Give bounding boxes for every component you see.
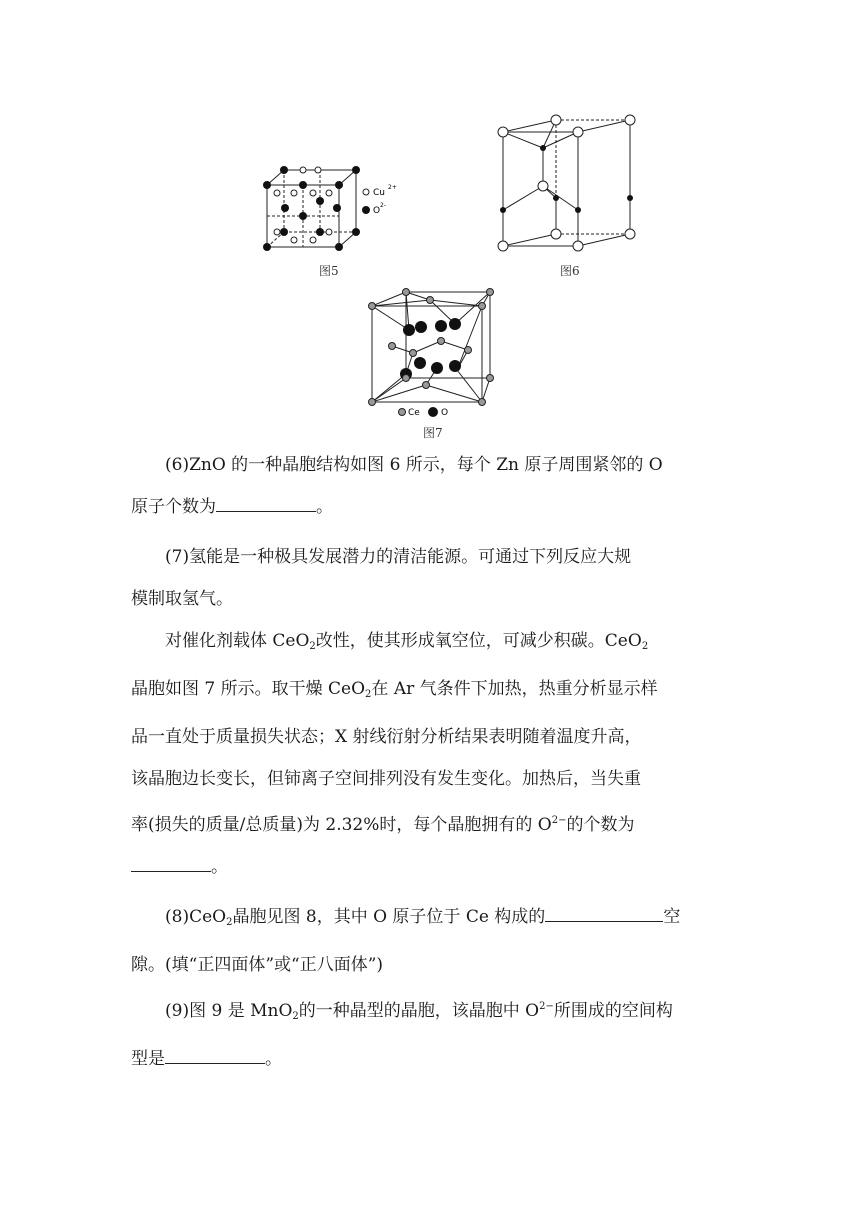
figure-7-crystal xyxy=(362,284,502,424)
q9-text-l1c: 所围成的空间构 xyxy=(553,1001,673,1021)
fig7-o-label: O xyxy=(441,408,449,418)
q9-answer-blank[interactable] xyxy=(165,1045,265,1064)
question-9 xyxy=(131,986,731,1080)
q7-line-2: 模制取氢气。 xyxy=(131,589,233,609)
q8-answer-blank[interactable] xyxy=(545,903,663,922)
subscript: 2 xyxy=(309,641,316,652)
q7-text-l6: 。 xyxy=(211,857,228,877)
figure-6-caption: 图6 xyxy=(560,264,580,278)
q7-line-1: (7)氢能是一种极具发展潜力的清洁能源。可通过下列反应大规 xyxy=(165,547,632,567)
q7-answer-blank[interactable] xyxy=(131,853,211,872)
q6-line-2a: 原子个数为 xyxy=(131,497,216,517)
question-8 xyxy=(131,896,731,986)
q8-text-l2: 隙。(填“正四面体”或“正八面体”) xyxy=(131,955,384,975)
q7-text-l3: 品一直处于质量损失状态；X 射线衍射分析结果表明随着温度升高， xyxy=(131,727,642,747)
figure-5-caption: 图5 xyxy=(319,264,339,278)
subscript: 2 xyxy=(365,689,372,700)
fig5-o-charge: 2- xyxy=(380,202,386,209)
q6-line-1: (6)ZnO 的一种晶胞结构如图 6 所示，每个 Zn 原子周围紧邻的 O xyxy=(165,455,663,475)
q7-text-l4: 该晶胞边长变长，但铈离子空间排列没有发生变化。加热后，当失重 xyxy=(131,769,641,789)
question-7 xyxy=(131,536,731,888)
q9-text-l2a: 型是 xyxy=(131,1049,165,1069)
q9-text-l1b: 的一种晶型的晶胞，该晶胞中 O xyxy=(298,1001,540,1021)
subscript: 2 xyxy=(292,1011,299,1022)
q8-text-l1b: 晶胞见图 8，其中 O 原子位于 Ce 构成的 xyxy=(232,907,546,927)
q7-text-l2a: 晶胞如图 7 所示。取干燥 CeO xyxy=(131,679,366,699)
fig5-o-label: O xyxy=(373,206,381,216)
q8-text-l1a: (8)CeO xyxy=(165,907,227,927)
q7-text-l5b: 的个数为 xyxy=(566,815,635,835)
q6-answer-blank[interactable] xyxy=(216,493,316,512)
subscript: 2 xyxy=(226,917,233,928)
q9-text-l2b: 。 xyxy=(265,1049,282,1069)
fig7-ce-label: Ce xyxy=(408,408,420,418)
subscript: 2 xyxy=(641,641,649,652)
question-6 xyxy=(131,444,731,528)
figure-6-crystal xyxy=(490,110,640,258)
figure-7-caption: 图7 xyxy=(423,426,443,440)
q7-text-l2b: 在 Ar 气条件下加热，热重分析显示样 xyxy=(371,679,658,699)
q8-text-l1c: 空 xyxy=(663,907,681,927)
q7-text-l1b: 改性，使其形成氧空位，可减少积碳。CeO xyxy=(315,631,642,651)
figure-5-crystal xyxy=(258,162,408,258)
fig5-cu-label: Cu xyxy=(373,188,385,198)
superscript: 2− xyxy=(551,815,567,826)
q7-text-l5a: 率(损失的质量/总质量)为 2.32%时，每个晶胞拥有的 O xyxy=(131,815,552,835)
superscript: 2− xyxy=(539,1001,554,1012)
q7-text-l1a: 对催化剂载体 CeO xyxy=(165,631,310,651)
fig5-cu-charge: 2+ xyxy=(388,184,397,191)
q9-text-l1a: (9)图 9 是 MnO xyxy=(165,1001,293,1021)
q6-line-2b: 。 xyxy=(316,497,333,517)
